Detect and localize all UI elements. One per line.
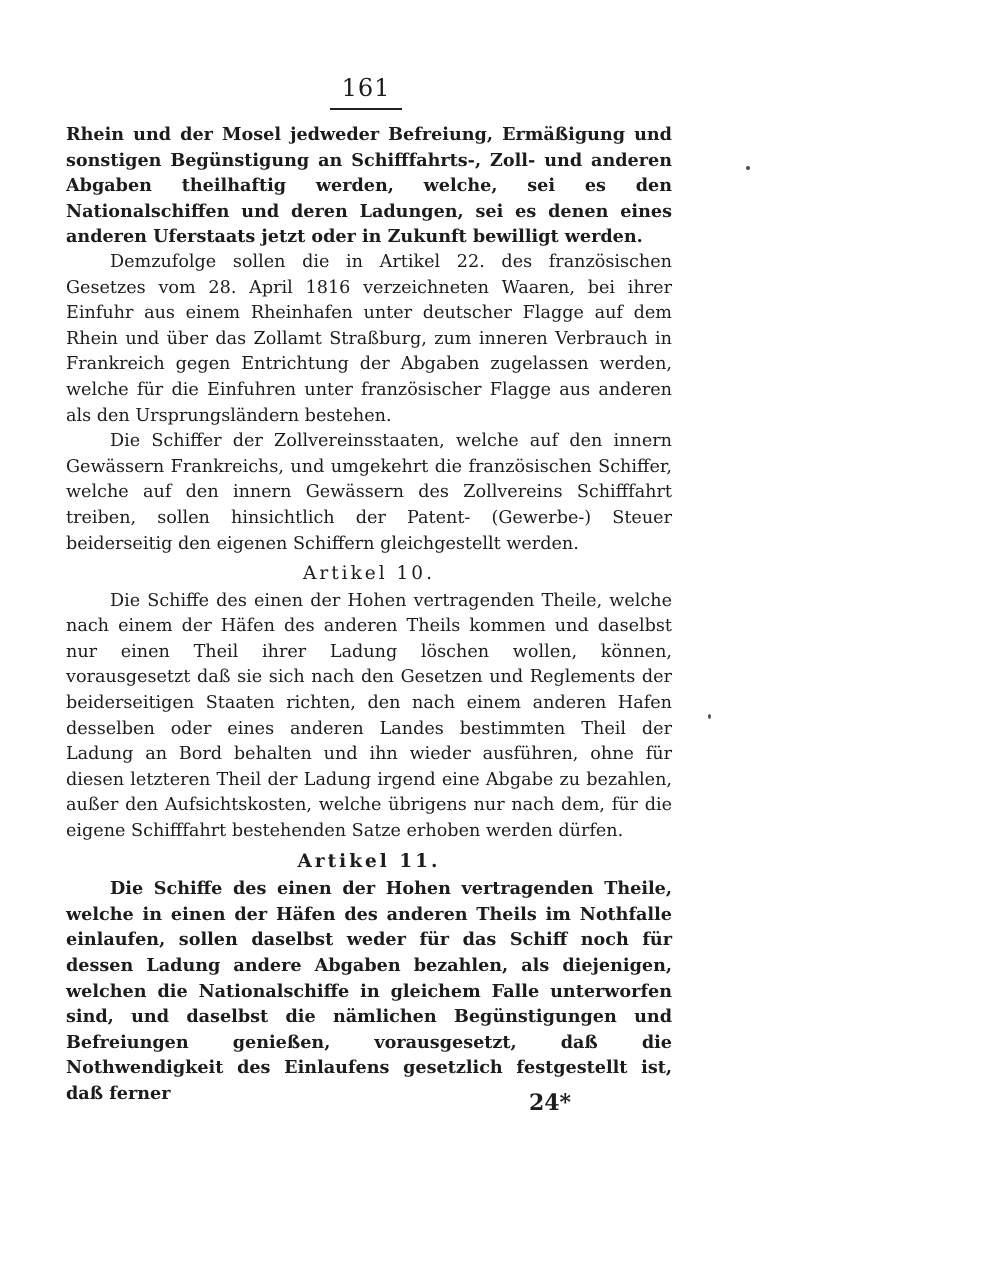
paper-speck	[746, 166, 750, 170]
signature-mark: 24*	[528, 1090, 572, 1116]
article-10-text: Die Schiffe des einen der Hohen vertragenden Theile, welche nach einem der Häfen des anderen Theils kommen und daselbst nur einen Theil ihrer Ladung löschen wollen, können, vorausgesetzt daß sie sich nach den Gesetzen und Reglements der beiderseitigen Staaten richten, den nach einem anderen Hafen desselben oder eines anderen Landes bestimmten Theil der Ladung an Bord behalten und ihn wieder ausführen, ohne für diesen letzteren Theil der Ladung irgend eine Abgabe zu bezahlen, außer den Aufsichtskosten, welche übrigens nur nach dem, für die eigene Schifffahrt bestehenden Satze erhoben werden dürfen.	[66, 590, 672, 842]
page-number-rule	[330, 108, 402, 110]
page-number: 161	[341, 74, 391, 102]
article-11-text: Die Schiffe des einen der Hohen vertragenden Theile, welche in einen der Häfen des anderen Theils im Nothfalle einlaufen, sollen daselbst weder für das Schiff noch für dessen Ladung andere Abgaben bezahlen, als diejenigen, welchen die Nationalschiffe in gleichem Falle unterworfen sind, und daselbst die nämlichen Begünstigungen und Befreiungen genießen, vorausgesetzt, daß die Nothwendigkeit des Einlaufens gesetzlich festgestellt ist, daß ferner	[66, 878, 672, 1104]
paragraph-continuation: Rhein und der Mosel jedweder Befreiung, Ermäßigung und sonstigen Begünstigung an Schifffahrts-, Zoll- und anderen Abgaben theilhaftig werden, welche, sei es den Nationalschiffen und deren Ladungen, sei es denen eines anderen Uferstaats jetzt oder in Zukunft bewilligt werden.	[66, 124, 672, 248]
article-10-heading: Artikel 10.	[303, 563, 435, 585]
body-text	[66, 122, 672, 1107]
paragraph-schiffer: Die Schiffer der Zollvereinsstaaten, welche auf den innern Gewässern Frankreichs, und umgekehrt die französischen Schiffer, welche auf den innern Gewässern des Zollvereins Schifffahrt treiben, sollen hinsichtlich der Patent- (Gewerbe-) Steuer beiderseitig den eigenen Schiffern gleichgestellt werden.	[66, 431, 672, 554]
paragraph-demzufolge: Demzufolge sollen die in Artikel 22. des französischen Gesetzes vom 28. April 1816 verzeichneten Waaren, bei ihrer Einfuhr aus einem Rheinhafen unter deutscher Flagge auf dem Rhein und über das Zollamt Straßburg, zum inneren Verbrauch in Frankreich gegen Entrichtung der Abgaben zugelassen werden, welche für die Einfuhren unter französischer Flagge aus anderen als den Ursprungsländern bestehen.	[66, 251, 672, 426]
article-11-heading: Artikel 11.	[297, 850, 441, 872]
paper-speck	[708, 714, 711, 719]
